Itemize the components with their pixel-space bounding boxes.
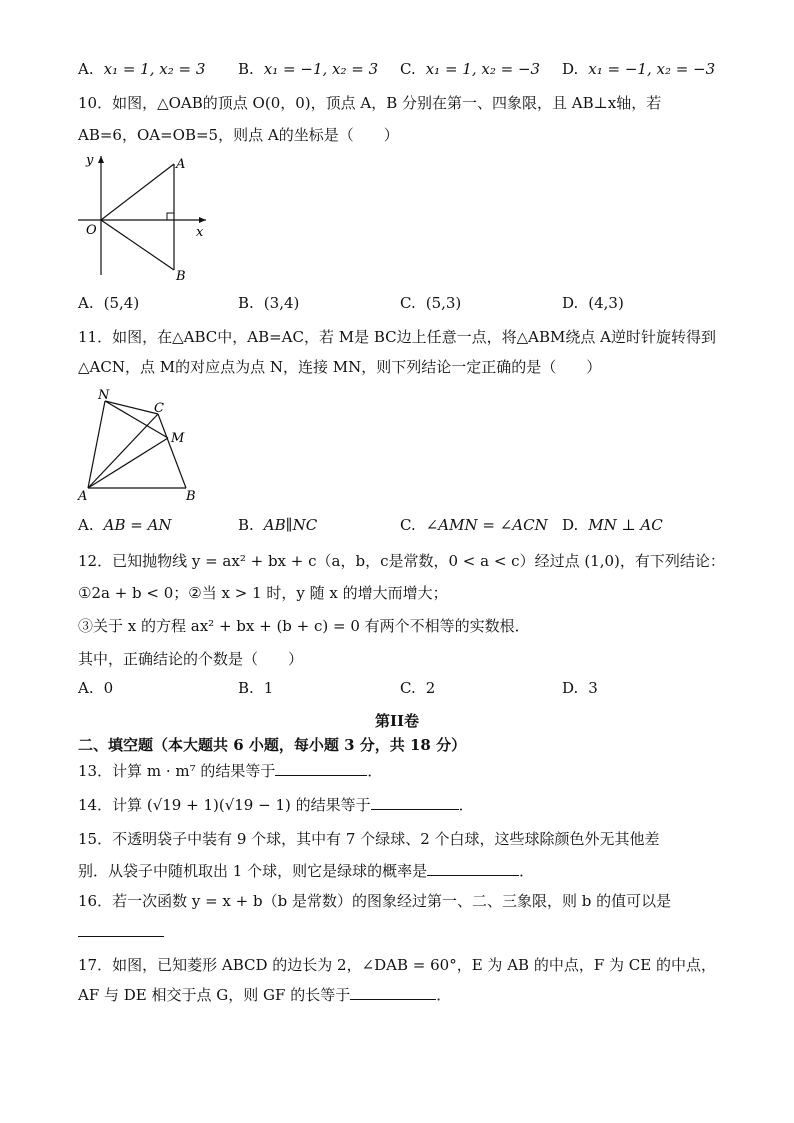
q14-stem: 14．计算 (√19 + 1)(√19 − 1) 的结果等于 ． bbox=[78, 796, 474, 814]
q10-figure bbox=[78, 150, 218, 285]
q11-segment-nc bbox=[105, 401, 158, 414]
q11-stem-line1: 11．如图，在△ABC中，AB=AC，若 M是 BC边上任意一点，将△ABM绕点 A逆时针旋转得到 bbox=[78, 328, 716, 346]
q11-segment-cb bbox=[158, 414, 186, 488]
q9-option-b[interactable]: B. x₁ = −1, x₂ = 3 bbox=[238, 60, 379, 78]
section-heading: 二、填空题（本大题共 6 小题，每小题 3 分，共 18 分） bbox=[78, 736, 467, 754]
q11-option-d[interactable]: D. MN ⊥ AC bbox=[562, 516, 663, 534]
q15-stem-line2: 别．从袋子中随机取出 1 个球，则它是绿球的概率是 ． bbox=[78, 862, 535, 880]
q11-label-b: B bbox=[186, 489, 196, 503]
q11-option-c[interactable]: C. ∠AMN = ∠ACN bbox=[400, 516, 548, 534]
q10-stem-line2: AB=6，OA=OB=5，则点 A的坐标是（ ） bbox=[78, 126, 399, 144]
q16-stem-line1: 16．若一次函数 y = x + b（b 是常数）的图象经过第一、二、三象限，则 b 的值可以是 bbox=[78, 892, 672, 910]
q11-label-c: C bbox=[154, 401, 164, 416]
q9-option-a[interactable]: A. x₁ = 1, x₂ = 3 bbox=[78, 60, 206, 78]
q15-stem-line1: 15．不透明袋子中装有 9 个球，其中有 7 个绿球、2 个白球，这些球除颜色外无其他差 bbox=[78, 830, 660, 848]
q11-segment-an bbox=[88, 401, 105, 488]
q11-stem-line2: △ACN，点 M的对应点为点 N，连接 MN，则下列结论一定正确的是（ ） bbox=[78, 358, 602, 376]
q12-option-a[interactable]: A. 0 bbox=[78, 679, 114, 697]
q11-option-b[interactable]: B. AB∥NC bbox=[238, 516, 318, 534]
q10-option-d[interactable]: D. (4,3) bbox=[562, 294, 624, 312]
q16-answer-blank[interactable] bbox=[78, 922, 164, 937]
q10-label-a: A bbox=[176, 157, 186, 172]
q12-stem-line3: ③关于 x 的方程 ax² + bx + (b + c) = 0 有两个不相等的实数根． bbox=[78, 617, 530, 635]
q10-option-a[interactable]: A. (5,4) bbox=[78, 294, 140, 312]
q9-option-d[interactable]: D. x₁ = −1, x₂ = −3 bbox=[562, 60, 716, 78]
q10-option-c[interactable]: C. (5,3) bbox=[400, 294, 462, 312]
q12-stem-line1: 12．已知抛物线 y = ax² + bx + c（a，b，c是常数，0 < a < c）经过点 (1,0)，有下列结论： bbox=[78, 552, 725, 570]
q10-segment-ob bbox=[101, 220, 174, 270]
q11-label-m: M bbox=[171, 431, 185, 446]
q12-option-d[interactable]: D. 3 bbox=[562, 679, 598, 697]
q13-answer-blank[interactable] bbox=[275, 761, 367, 776]
q12-stem-line4: 其中，正确结论的个数是（ ） bbox=[78, 650, 304, 668]
q12-option-b[interactable]: B. 1 bbox=[238, 679, 274, 697]
q11-label-n: N bbox=[98, 388, 110, 403]
q12-stem-line2: ①2a + b < 0；②当 x > 1 时，y 随 x 的增大而增大； bbox=[78, 584, 448, 602]
q17-stem-line2: AF 与 DE 相交于点 G，则 GF 的长等于 ． bbox=[78, 986, 452, 1004]
q10-right-angle-mark bbox=[167, 213, 174, 220]
q10-option-b[interactable]: B. (3,4) bbox=[238, 294, 300, 312]
q11-figure bbox=[76, 388, 206, 503]
q17-answer-blank[interactable] bbox=[350, 985, 436, 1000]
q10-label-y: y bbox=[86, 153, 94, 168]
q12-option-c[interactable]: C. 2 bbox=[400, 679, 436, 697]
q17-stem-line1: 17．如图，已知菱形 ABCD 的边长为 2，∠DAB = 60°，E 为 AB 的中点，F 为 CE 的中点， bbox=[78, 956, 716, 974]
q11-option-a[interactable]: A. AB = AN bbox=[78, 516, 172, 534]
q10-segment-oa bbox=[101, 164, 174, 220]
q11-label-a: A bbox=[78, 489, 88, 503]
q15-answer-blank[interactable] bbox=[427, 861, 519, 876]
section-title: 第II卷 bbox=[374, 712, 420, 730]
q10-label-b: B bbox=[176, 269, 186, 284]
q9-option-c[interactable]: C. x₁ = 1, x₂ = −3 bbox=[400, 60, 541, 78]
q10-label-o: O bbox=[86, 223, 97, 238]
q10-stem-line1: 10．如图，△OAB的顶点 O(0，0)，顶点 A，B 分别在第一、四象限，且 AB⊥x轴，若 bbox=[78, 94, 662, 112]
q13-stem: 13．计算 m · m⁷ 的结果等于 ． bbox=[78, 762, 383, 780]
q10-label-x: x bbox=[196, 225, 204, 240]
q14-answer-blank[interactable] bbox=[371, 795, 459, 810]
